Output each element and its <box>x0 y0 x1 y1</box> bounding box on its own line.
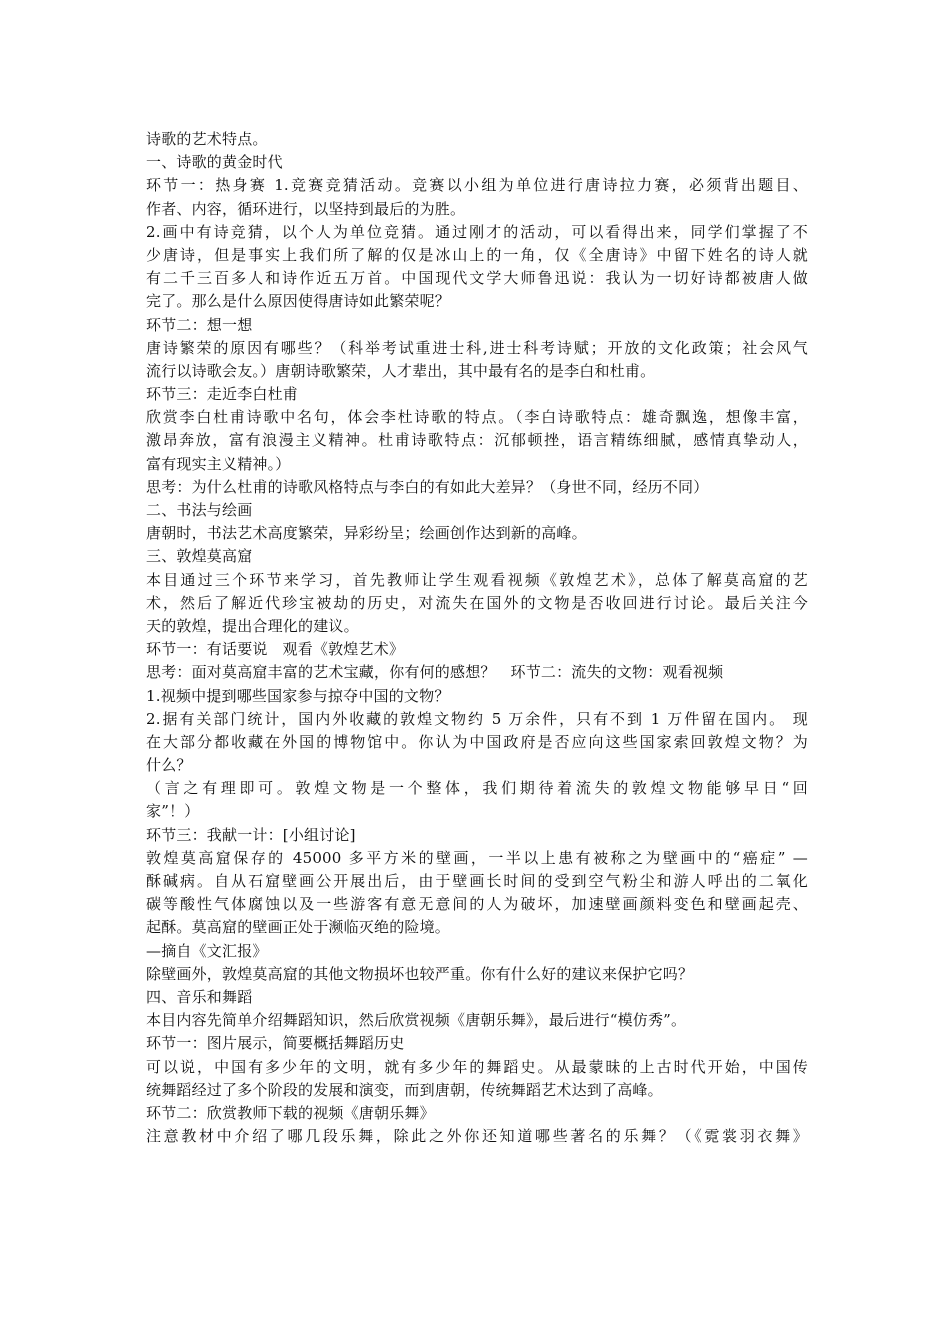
text-line: 欣赏李白杜甫诗歌中名句，体会李杜诗歌的特点。（李白诗歌特点：雄奇飘逸，想像丰富， <box>146 408 808 427</box>
text-line: 诗歌的艺术特点。 <box>146 130 268 148</box>
text-line: —摘自《文汇报》 <box>146 941 268 960</box>
text-line: 作者、内容，循环进行，以坚持到最后的为胜。 <box>146 199 466 218</box>
text-line: 思考：面对莫高窟丰富的艺术宝藏，你有何的感想？ 环节二：流失的文物：观看视频 <box>146 663 724 682</box>
text-line: 完了。那么是什么原因使得唐诗如此繁荣呢？ <box>146 292 451 311</box>
text-line: 环节二：想一想 <box>146 315 253 334</box>
text-line: 术，然后了解近代珍宝被劫的历史，对流失在国外的文物是否收回进行讨论。最后关注今 <box>146 593 808 612</box>
text-line: 除壁画外，敦煌莫高窟的其他文物损坏也较严重。你有什么好的建议来保护它吗？ <box>146 964 694 983</box>
text-line: 有二千三百多人和诗作近五万首。中国现代文学大师鲁迅说：我认为一切好诗都被唐人做 <box>146 269 808 288</box>
text-line: 敦煌莫高窟保存的 45000 多平方米的壁画，一半以上患有被称之为壁画中的“癌症” — <box>146 848 808 867</box>
text-line: 二、书法与绘画 <box>146 501 253 519</box>
document-body <box>146 128 808 1148</box>
text-line: 环节一：有话要说 观看《敦煌艺术》 <box>146 640 405 659</box>
text-line: 环节二：欣赏教师下载的视频《唐朝乐舞》 <box>146 1103 435 1122</box>
text-line: 在大部分都收藏在外国的博物馆中。你认为中国政府是否应向这些国家索回敦煌文物？为 <box>146 732 808 751</box>
text-line: 一、诗歌的黄金时代 <box>146 153 283 172</box>
text-line: 环节一：图片展示，简要概括舞蹈历史 <box>146 1034 405 1053</box>
text-line: 环节三：我献一计：[小组讨论] <box>146 825 356 844</box>
text-line: 四、音乐和舞蹈 <box>146 987 253 1006</box>
text-line: 三、敦煌莫高窟 <box>146 547 253 566</box>
text-line: 酥碱病。自从石窟壁画公开展出后，由于壁画长时间的受到空气粉尘和游人呼出的二氧化 <box>146 872 808 890</box>
text-line: 少唐诗，但是事实上我们所了解的仅是冰山上的一角，仅《全唐诗》中留下姓名的诗人就 <box>146 245 808 264</box>
text-line: 思考：为什么杜甫的诗歌风格特点与李白的有如此大差异？（身世不同，经历不同） <box>146 477 709 496</box>
text-line: 碳等酸性气体腐蚀以及一些游客有意无意间的人为破坏，加速壁画颜料变色和壁画起壳、 <box>146 895 808 914</box>
text-line: 唐朝时，书法艺术高度繁荣，异彩纷呈；绘画创作达到新的高峰。 <box>146 524 587 543</box>
text-line: 家”！） <box>146 802 200 821</box>
text-line: 流行以诗歌会友。）唐朝诗歌繁荣，人才辈出，其中最有名的是李白和杜甫。 <box>146 361 656 380</box>
text-line: 唐诗繁荣的原因有哪些？（科举考试重进士科,进士科考诗赋；开放的文化政策；社会风气 <box>146 338 808 357</box>
text-line: 环节三：走近李白杜甫 <box>146 385 299 404</box>
text-line: 2.画中有诗竞猜，以个人为单位竞猜。通过刚才的活动，可以看得出来，同学们掌握了不 <box>146 222 808 241</box>
text-line: 1.视频中提到哪些国家参与掠夺中国的文物？ <box>146 686 450 705</box>
text-line: 起酥。莫高窟的壁画正处于濒临灭绝的险境。 <box>146 918 451 937</box>
text-line: 激昂奔放，富有浪漫主义精神。杜甫诗歌特点：沉郁顿挫，语言精练细腻，感情真挚动人， <box>146 431 808 450</box>
text-line: 什么？ <box>146 756 192 775</box>
text-line: （言之有理即可。敦煌文物是一个整体，我们期待着流失的敦煌文物能够早日“回 <box>146 779 808 798</box>
text-line: 2.据有关部门统计，国内外收藏的敦煌文物约 5 万余件，只有不到 1 万件留在国内。 现 <box>146 709 808 728</box>
text-line: 天的敦煌，提出合理化的建议。 <box>146 616 359 635</box>
text-line: 环节一：热身赛 1.竞赛竞猜活动。竞赛以小组为单位进行唐诗拉力赛，必须背出题目、 <box>146 176 808 195</box>
text-line: 可以说，中国有多少年的文明，就有多少年的舞蹈史。从最蒙昧的上古时代开始，中国传 <box>146 1057 808 1076</box>
text-line: 注意教材中介绍了哪几段乐舞，除此之外你还知道哪些著名的乐舞？（《霓裳羽衣舞》 <box>146 1127 808 1146</box>
text-line: 本目通过三个环节来学习，首先教师让学生观看视频《敦煌艺术》，总体了解莫高窟的艺 <box>146 570 808 589</box>
text-line: 统舞蹈经过了多个阶段的发展和演变，而到唐朝，传统舞蹈艺术达到了高峰。 <box>146 1080 663 1099</box>
text-line: 富有现实主义精神。） <box>146 454 291 473</box>
text-line: 本目内容先简单介绍舞蹈知识，然后欣赏视频《唐朝乐舞》，最后进行“模仿秀”。 <box>146 1011 687 1030</box>
